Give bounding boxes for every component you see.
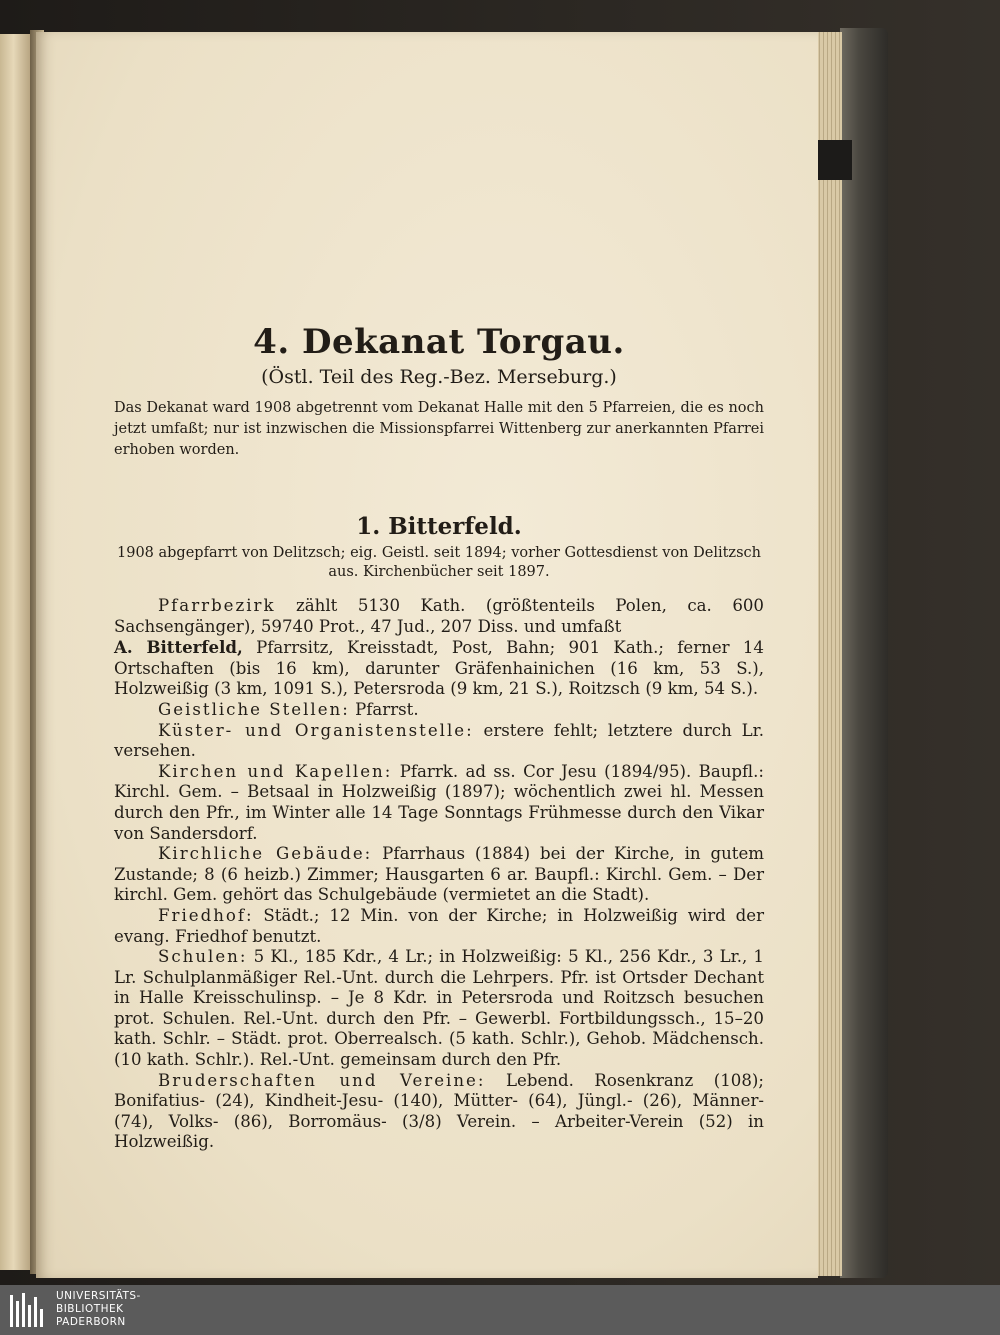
book-cover-edge: [840, 28, 888, 1278]
chapter-title: 4. Dekanat Torgau.: [253, 322, 625, 362]
paragraph-schulen: [114, 947, 764, 1071]
paragraph-geistliche-stellen: [114, 700, 764, 721]
paragraph-friedhof: [114, 906, 764, 947]
library-logo-text: [56, 1290, 141, 1329]
logo-line-3: PADERBORN: [56, 1316, 126, 1328]
logo-line-1: UNIVERSITÄTS-: [56, 1290, 141, 1302]
paragraph-pfarrbezirk: [114, 596, 764, 637]
book-page: [36, 32, 818, 1278]
paragraph-text: Pfarrst.: [349, 699, 419, 719]
paragraph-gebaeude: [114, 844, 764, 906]
paragraph-kirchen: [114, 762, 764, 844]
paragraph-lead: Friedhof:: [158, 905, 254, 925]
left-page-edge: [0, 34, 32, 1270]
paragraph-lead: Bruderschaften und Vereine:: [158, 1070, 486, 1090]
paragraph-text: 5 Kl., 185 Kdr., 4 Lr.; in Holzweißig: 5 Kl., 256 Kdr., 3 Lr., 1 Lr. Schulplanmäßiger Rel.-Unt. durch die Lehrpers. Pfr. ist Ortsder Dechant in Halle Kreisschulinsp. – Je 8 Kdr. in Petersroda und Roitzsch besuchen prot. Schulen. Rel.-Unt. durch den Pfr. – Gewerbl. Fortbildungssch., 15–20 kath. Schlr. – Städt. prot. Oberrealsch. (5 kath. Schlr.), Gehob. Mädchensch. (10 kath. Schlr.). Rel.-Unt. gemeinsam durch den Pfr.: [114, 947, 764, 1070]
paragraph-lead: Kirchliche Gebäude:: [158, 844, 373, 864]
chapter-intro: Das Dekanat ward 1908 abgetrennt vom Dekanat Halle mit den 5 Pfarreien, die es noch jetzt umfaßt; nur ist inzwischen die Missionspfarrei Wittenberg zur anerkannten Pfarrei erhoben worden.: [114, 400, 764, 458]
paragraph-text: Städt.; 12 Min. von der Kirche; in Holzweißig wird der evang. Friedhof benutzt.: [114, 905, 764, 946]
paragraph-text: Pfarrhaus (1884) bei der Kirche, in gutem Zustande; 8 (6 heizb.) Zimmer; Hausgarten 6 ar. Baupfl.: Kirchl. Gem. – Der kirchl. Gem. gehört das Schulgebäude (vermietet an die Stadt).: [114, 844, 765, 905]
cover-tab: [812, 140, 852, 180]
paragraph-text: erstere fehlt; letztere durch Lr. versehen.: [114, 720, 764, 761]
paragraph-lead: Pfarrbezirk: [158, 596, 276, 615]
chapter-subtitle: (Östl. Teil des Reg.-Bez. Merseburg.): [261, 366, 617, 388]
paragraph-text: Lebend. Rosenkranz (108); Bonifatius- (24), Kindheit-Jesu- (140), Mütter- (64), Jüngl.- (26), Männer- (74), Volks- (86), Borromäus- (3/8) Verein. – Arbeiter-Verein (52) in Holzweißig.: [114, 1070, 764, 1152]
paragraph-text: Pfarrk. ad ss. Cor Jesu (1894/95). Baupfl.: Kirchl. Gem. – Betsaal in Holzweißig (1897); wöchentlich zwei hl. Messen durch den Pfr., im Winter alle 14 Tage Sonntags Frühmesse durch den Vikar von Sandersdorf.: [114, 761, 764, 843]
paragraph-lead: Geistliche Stellen:: [158, 699, 350, 719]
paragraph-kuester: [114, 721, 764, 762]
paragraph-vereine: [114, 1071, 764, 1153]
paragraph-lead: Schulen:: [158, 947, 248, 967]
library-logo-icon: [8, 1291, 50, 1331]
paragraph-bitterfeld: [114, 637, 764, 700]
paragraph-lead: Küster- und Organistenstelle:: [158, 720, 474, 740]
section-subtitle: 1908 abgepfarrt von Delitzsch; eig. Geistl. seit 1894; vorher Gottesdienst von Delitzsch aus. Kirchenbücher seit 1897.: [117, 545, 761, 580]
logo-line-2: BIBLIOTHEK: [56, 1303, 124, 1315]
page-content: [114, 322, 764, 1153]
paragraph-text: Pfarrsitz, Kreisstadt, Post, Bahn; 901 Kath.; ferner 14 Ortschaften (bis 16 km), darunter Gräfenhainichen (16 km, 53 S.), Holzweißig (3 km, 1091 S.), Petersroda (9 km, 21 S.), Roitzsch (9 km, 54 S.).: [114, 638, 764, 699]
section-title: 1. Bitterfeld.: [356, 513, 522, 540]
paragraph-lead: A. Bitterfeld,: [114, 637, 243, 658]
paragraph-lead: Kirchen und Kapellen:: [158, 761, 393, 781]
footer-bar: [0, 1285, 1000, 1335]
paragraph-text: zählt 5130 Kath. (größtenteils Polen, ca. 600 Sachsengänger), 59740 Prot., 47 Jud., 207 Diss. und umfaßt: [114, 596, 764, 636]
